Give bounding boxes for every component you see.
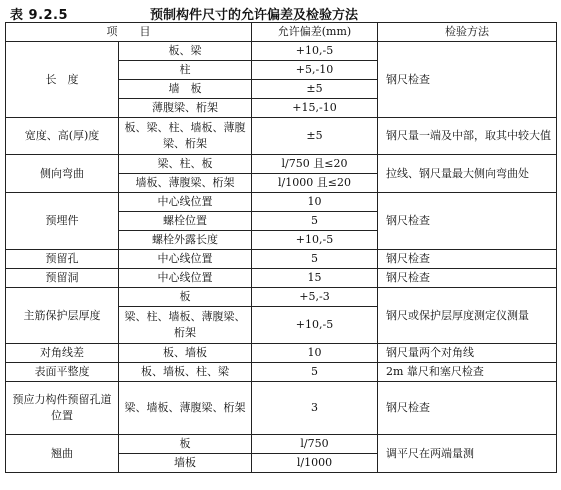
tolerance-table xyxy=(5,22,557,473)
header-row xyxy=(6,23,557,42)
table-row xyxy=(6,382,557,435)
sub-item: 墙板、薄腹梁、桁架 xyxy=(119,174,252,193)
row-label-cover: 主筋保护层厚度 xyxy=(6,288,119,344)
table-row xyxy=(6,155,557,174)
row-label-flatness: 表面平整度 xyxy=(6,363,119,382)
sub-item: 梁、墙板、薄腹梁、桁架 xyxy=(119,382,252,435)
sub-item: 板 xyxy=(119,288,252,307)
header-item: 项 目 xyxy=(6,23,252,42)
sub-item: 板、墙板 xyxy=(119,344,252,363)
row-label-hole: 预留孔 xyxy=(6,250,119,269)
tolerance-value: 15 xyxy=(252,269,378,288)
tolerance-value: +10,-5 xyxy=(252,307,378,344)
table-row xyxy=(6,288,557,307)
row-label-diagonal: 对角线差 xyxy=(6,344,119,363)
table-row xyxy=(6,344,557,363)
tolerance-value: ±5 xyxy=(252,80,378,99)
method-cell: 2m 靠尺和塞尺检查 xyxy=(378,363,557,382)
table-title: 预制构件尺寸的允许偏差及检验方法 xyxy=(150,8,359,23)
sub-item: 中心线位置 xyxy=(119,250,252,269)
table-row xyxy=(6,435,557,454)
tolerance-value: 5 xyxy=(252,212,378,231)
table-row xyxy=(6,118,557,155)
sub-item: 板、梁 xyxy=(119,42,252,61)
sub-item: 螺栓外露长度 xyxy=(119,231,252,250)
tolerance-value: +15,-10 xyxy=(252,99,378,118)
table-row xyxy=(6,42,557,61)
tolerance-value: 10 xyxy=(252,344,378,363)
tolerance-value: +5,-3 xyxy=(252,288,378,307)
sub-item: 柱 xyxy=(119,61,252,80)
method-cell: 调平尺在两端量测 xyxy=(378,435,557,473)
tolerance-value: +10,-5 xyxy=(252,42,378,61)
tolerance-value: 5 xyxy=(252,250,378,269)
table-row xyxy=(6,193,557,212)
tolerance-value: +5,-10 xyxy=(252,61,378,80)
tolerance-value: l/1000 xyxy=(252,454,378,473)
sub-item: 板、梁、柱、墙板、薄腹梁、桁架 xyxy=(119,118,252,155)
sub-item: 梁、柱、板 xyxy=(119,155,252,174)
method-cell: 钢尺量两个对角线 xyxy=(378,344,557,363)
method-cell: 钢尺检查 xyxy=(378,42,557,118)
tolerance-value: +10,-5 xyxy=(252,231,378,250)
method-cell: 钢尺检查 xyxy=(378,250,557,269)
tolerance-value: 10 xyxy=(252,193,378,212)
sub-item: 中心线位置 xyxy=(119,269,252,288)
row-label-prestress: 预应力构件预留孔道位置 xyxy=(6,382,119,435)
table-caption xyxy=(10,4,555,24)
table-row xyxy=(6,363,557,382)
tolerance-value: ±5 xyxy=(252,118,378,155)
header-method: 检验方法 xyxy=(378,23,557,42)
sub-item: 墙板 xyxy=(119,454,252,473)
tolerance-value: l/750 xyxy=(252,435,378,454)
method-cell: 钢尺检查 xyxy=(378,269,557,288)
sub-item: 板、墙板、柱、梁 xyxy=(119,363,252,382)
row-label-warp: 翘曲 xyxy=(6,435,119,473)
table-row xyxy=(6,269,557,288)
sub-item: 板 xyxy=(119,435,252,454)
sub-item: 薄腹梁、桁架 xyxy=(119,99,252,118)
tolerance-value: 3 xyxy=(252,382,378,435)
method-cell: 钢尺检查 xyxy=(378,193,557,250)
method-cell: 钢尺检查 xyxy=(378,382,557,435)
tolerance-value: l/1000 且≤20 xyxy=(252,174,378,193)
sub-item: 梁、柱、墙板、薄腹梁、桁架 xyxy=(119,307,252,344)
sub-item: 墙 板 xyxy=(119,80,252,99)
tolerance-value: l/750 且≤20 xyxy=(252,155,378,174)
row-label-bend: 侧向弯曲 xyxy=(6,155,119,193)
row-label-embedded: 预埋件 xyxy=(6,193,119,250)
row-label-opening: 预留洞 xyxy=(6,269,119,288)
sub-item: 中心线位置 xyxy=(119,193,252,212)
table-number: 表 9.2.5 xyxy=(10,8,69,23)
method-cell: 拉线、钢尺量最大侧向弯曲处 xyxy=(378,155,557,193)
table-row xyxy=(6,250,557,269)
row-label-length: 长 度 xyxy=(6,42,119,118)
sub-item: 螺栓位置 xyxy=(119,212,252,231)
tolerance-value: 5 xyxy=(252,363,378,382)
header-tolerance: 允许偏差(mm) xyxy=(252,23,378,42)
row-label-width: 宽度、高(厚)度 xyxy=(6,118,119,155)
method-cell: 钢尺量一端及中部，取其中较大值 xyxy=(378,118,557,155)
method-cell: 钢尺或保护层厚度测定仪测量 xyxy=(378,288,557,344)
